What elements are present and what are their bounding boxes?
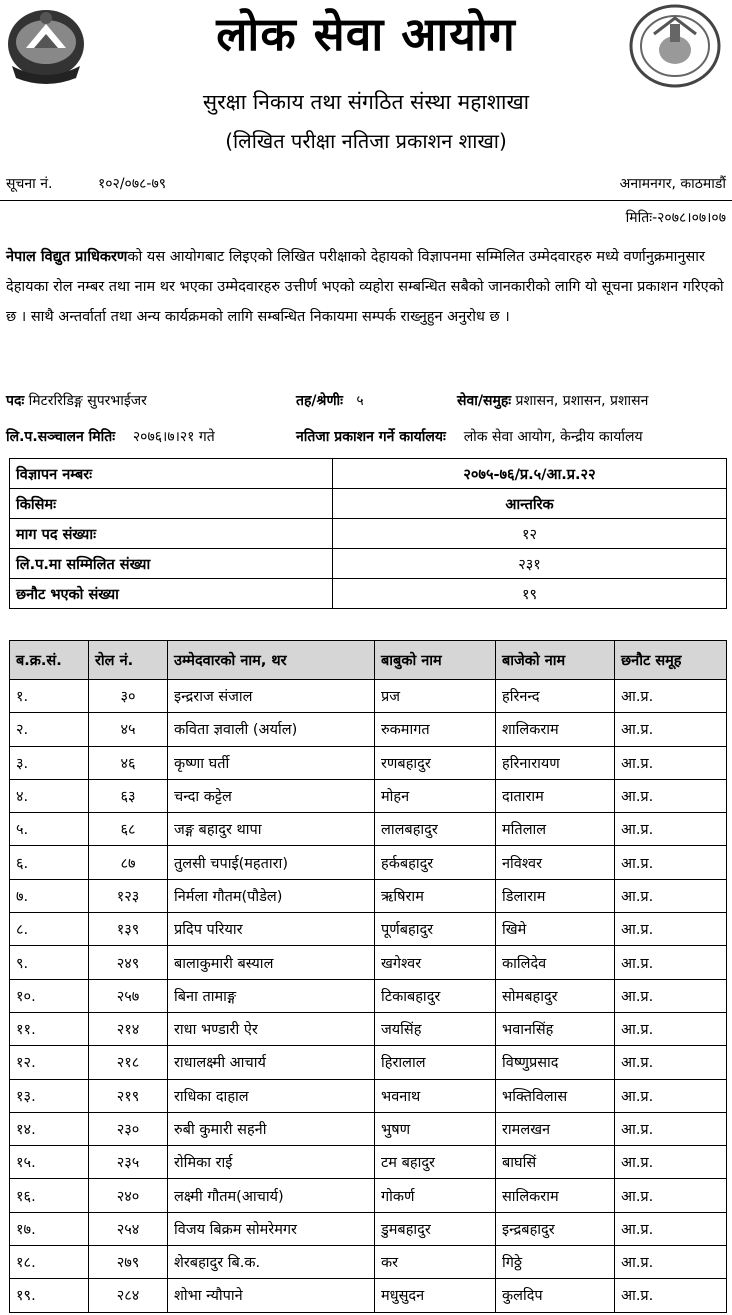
table-cell: आ.प्र. bbox=[615, 1012, 727, 1045]
table-cell: भवानसिंह bbox=[496, 1012, 615, 1045]
table-cell: ११. bbox=[10, 1012, 89, 1045]
table-cell: खगेश्वर bbox=[375, 946, 496, 979]
info-row bbox=[10, 519, 727, 549]
table-cell: आ.प्र. bbox=[615, 846, 727, 879]
table-cell: २७९ bbox=[89, 1246, 168, 1279]
table-cell: ३० bbox=[89, 680, 168, 713]
table-cell: रोमिका राई bbox=[168, 1146, 375, 1179]
table-cell: आ.प्र. bbox=[615, 1179, 727, 1212]
table-cell: राधालक्ष्मी आचार्य bbox=[168, 1046, 375, 1079]
notice-date: मितिः-२०७८।०७।०७ bbox=[625, 210, 726, 226]
table-cell: २१४ bbox=[89, 1012, 168, 1045]
table-cell: ८७ bbox=[89, 846, 168, 879]
table-cell: डुमबहादुर bbox=[375, 1212, 496, 1245]
table-cell: सोमबहादुर bbox=[496, 979, 615, 1012]
info-label: छनौट भएको संख्या bbox=[10, 579, 333, 609]
table-cell: आ.प्र. bbox=[615, 1246, 727, 1279]
table-cell: तुलसी चपाई(महतारा) bbox=[168, 846, 375, 879]
table-cell: मोहन bbox=[375, 779, 496, 812]
table-cell: नविश्वर bbox=[496, 846, 615, 879]
table-cell: टम बहादुर bbox=[375, 1146, 496, 1179]
table-cell: प्रज bbox=[375, 680, 496, 713]
notice-location: अनामनगर, काठमाडौं bbox=[619, 176, 726, 192]
table-cell: रुकमागत bbox=[375, 713, 496, 746]
table-cell: १५. bbox=[10, 1146, 89, 1179]
table-cell: कविता ज्ञवाली (अर्याल) bbox=[168, 713, 375, 746]
table-cell: कालिदेव bbox=[496, 946, 615, 979]
table-cell: डिलाराम bbox=[496, 879, 615, 912]
info-value: २०७५-७६/प्र.५/आ.प्र.२२ bbox=[333, 459, 727, 489]
table-row bbox=[10, 813, 727, 846]
table-cell: रामलखन bbox=[496, 1112, 615, 1145]
table-row bbox=[10, 1079, 727, 1112]
table-cell: भुषण bbox=[375, 1112, 496, 1145]
table-cell: निर्मला गौतम(पौडेल) bbox=[168, 879, 375, 912]
table-cell: आ.प्र. bbox=[615, 913, 727, 946]
table-cell: आ.प्र. bbox=[615, 1046, 727, 1079]
table-cell: शालिकराम bbox=[496, 713, 615, 746]
notice-body-text: को यस आयोगबाट लिइएको लिखित परीक्षाको देहायको विज्ञापनमा सम्मिलित उम्मेदवारहरु मध्ये वर्णानुक्रमानुसार देहायका रोल नम्बर तथा नाम थर भएका उम्मेदवारहरु उत्तीर्ण भएको व्यहोरा सम्बन्धित सबैको जानकारीको लागि यो सूचना प्रकाशन गरिएको छ । साथै अन्तर्वार्ता तथा अन्य कार्यक्रमको लागि सम्बन्धित निकायमा सम्पर्क राख्नुहुन अनुरोध छ । bbox=[6, 249, 724, 325]
table-cell: लालबहादुर bbox=[375, 813, 496, 846]
post-field: पदः मिटररिडिङ्ग सुपरभाईजर bbox=[6, 393, 147, 409]
column-header: उम्मेदवारको नाम, थर bbox=[168, 641, 375, 680]
table-cell: चन्दा कट्टेल bbox=[168, 779, 375, 812]
table-cell: २३५ bbox=[89, 1146, 168, 1179]
table-cell: आ.प्र. bbox=[615, 879, 727, 912]
table-cell: रुबी कुमारी सहनी bbox=[168, 1112, 375, 1145]
table-cell: गोकर्ण bbox=[375, 1179, 496, 1212]
table-cell: इन्द्रबहादुर bbox=[496, 1212, 615, 1245]
table-cell: पूर्णबहादुर bbox=[375, 913, 496, 946]
table-cell: ६८ bbox=[89, 813, 168, 846]
service-field: सेवा/समुहः प्रशासन, प्रशासन, प्रशासन bbox=[457, 393, 649, 409]
table-row bbox=[10, 680, 727, 713]
info-value: १२ bbox=[333, 519, 727, 549]
table-cell: २१९ bbox=[89, 1079, 168, 1112]
table-cell: २१८ bbox=[89, 1046, 168, 1079]
table-row bbox=[10, 1112, 727, 1145]
table-cell: बिना तामाङ्ग bbox=[168, 979, 375, 1012]
table-cell: २३० bbox=[89, 1112, 168, 1145]
table-cell: प्रदिप परियार bbox=[168, 913, 375, 946]
table-cell: ७. bbox=[10, 879, 89, 912]
table-cell: विष्णुप्रसाद bbox=[496, 1046, 615, 1079]
table-cell: ३. bbox=[10, 746, 89, 779]
table-cell: आ.प्र. bbox=[615, 779, 727, 812]
table-row bbox=[10, 1212, 727, 1245]
table-cell: सालिकराम bbox=[496, 1179, 615, 1212]
table-cell: ६. bbox=[10, 846, 89, 879]
table-cell: हरिनन्द bbox=[496, 680, 615, 713]
table-cell: १८. bbox=[10, 1246, 89, 1279]
table-row bbox=[10, 713, 727, 746]
table-cell: आ.प्र. bbox=[615, 946, 727, 979]
table-cell: आ.प्र. bbox=[615, 1079, 727, 1112]
table-cell: आ.प्र. bbox=[615, 813, 727, 846]
info-value: २३१ bbox=[333, 549, 727, 579]
table-row bbox=[10, 1179, 727, 1212]
column-header: बाबुको नाम bbox=[375, 641, 496, 680]
info-row bbox=[10, 459, 727, 489]
table-cell: १९. bbox=[10, 1279, 89, 1312]
page-title: लोक सेवा आयोग bbox=[216, 7, 516, 61]
table-cell: १३. bbox=[10, 1079, 89, 1112]
table-row bbox=[10, 913, 727, 946]
section-name: (लिखित परीक्षा नतिजा प्रकाशन शाखा) bbox=[225, 129, 507, 153]
table-cell: कृष्णा घर्ती bbox=[168, 746, 375, 779]
column-header: बाजेको नाम bbox=[496, 641, 615, 680]
info-row bbox=[10, 579, 727, 609]
table-cell: आ.प्र. bbox=[615, 713, 727, 746]
table-cell: आ.प्र. bbox=[615, 680, 727, 713]
divider bbox=[0, 200, 732, 201]
column-header: छनौट समूह bbox=[615, 641, 727, 680]
table-row bbox=[10, 1146, 727, 1179]
table-cell: १. bbox=[10, 680, 89, 713]
table-cell: ४५ bbox=[89, 713, 168, 746]
table-cell: जयसिंह bbox=[375, 1012, 496, 1045]
table-row bbox=[10, 879, 727, 912]
level-field: तह/श्रेणीः ५ bbox=[296, 393, 364, 409]
table-cell: विजय बिक्रम सोमरेमगर bbox=[168, 1212, 375, 1245]
info-value: १९ bbox=[333, 579, 727, 609]
notice-number: १०२/०७८-७९ bbox=[98, 176, 167, 192]
table-row bbox=[10, 979, 727, 1012]
table-cell: २५४ bbox=[89, 1212, 168, 1245]
table-cell: १४. bbox=[10, 1112, 89, 1145]
table-cell: २८४ bbox=[89, 1279, 168, 1312]
table-row bbox=[10, 1012, 727, 1045]
column-header: रोल नं. bbox=[89, 641, 168, 680]
table-row bbox=[10, 1246, 727, 1279]
table-cell: १६. bbox=[10, 1179, 89, 1212]
table-cell: भवनाथ bbox=[375, 1079, 496, 1112]
info-value: आन्तरिक bbox=[333, 489, 727, 519]
results-table bbox=[9, 640, 727, 1313]
table-cell: भक्तिविलास bbox=[496, 1079, 615, 1112]
table-cell: ६३ bbox=[89, 779, 168, 812]
table-cell: आ.प्र. bbox=[615, 979, 727, 1012]
table-cell: गिठ्ठे bbox=[496, 1246, 615, 1279]
table-cell: बालाकुमारी बस्याल bbox=[168, 946, 375, 979]
table-cell: २५७ bbox=[89, 979, 168, 1012]
organization-name: नेपाल विद्युत प्राधिकरण bbox=[6, 249, 128, 265]
table-cell: शोभा न्यौपाने bbox=[168, 1279, 375, 1312]
table-row bbox=[10, 746, 727, 779]
table-cell: टिकाबहादुर bbox=[375, 979, 496, 1012]
table-cell: ४. bbox=[10, 779, 89, 812]
table-cell: २४९ bbox=[89, 946, 168, 979]
table-cell: कुलदिप bbox=[496, 1279, 615, 1312]
table-cell: ८. bbox=[10, 913, 89, 946]
info-label: विज्ञापन नम्बरः bbox=[10, 459, 333, 489]
table-cell: इन्द्रराज संजाल bbox=[168, 680, 375, 713]
table-cell: आ.प्र. bbox=[615, 1146, 727, 1179]
table-cell: लक्ष्मी गौतम(आचार्य) bbox=[168, 1179, 375, 1212]
table-cell: १७. bbox=[10, 1212, 89, 1245]
table-cell: राधा भण्डारी ऐर bbox=[168, 1012, 375, 1045]
table-row bbox=[10, 946, 727, 979]
table-cell: मधुसुदन bbox=[375, 1279, 496, 1312]
table-cell: आ.प्र. bbox=[615, 746, 727, 779]
table-cell: हरिनारायण bbox=[496, 746, 615, 779]
table-cell: आ.प्र. bbox=[615, 1212, 727, 1245]
table-cell: आ.प्र. bbox=[615, 1279, 727, 1312]
notice-paragraph bbox=[6, 242, 728, 332]
table-row bbox=[10, 1046, 727, 1079]
info-label: लि.प.मा सम्मिलित संख्या bbox=[10, 549, 333, 579]
table-cell: कर bbox=[375, 1246, 496, 1279]
table-cell: २४० bbox=[89, 1179, 168, 1212]
table-cell: खिमे bbox=[496, 913, 615, 946]
info-label: माग पद संख्याः bbox=[10, 519, 333, 549]
office-field: नतिजा प्रकाशन गर्ने कार्यालयः लोक सेवा आयोग, केन्द्रीय कार्यालय bbox=[296, 429, 643, 445]
table-cell: हर्कबहादुर bbox=[375, 846, 496, 879]
table-cell: शेरबहादुर बि.क. bbox=[168, 1246, 375, 1279]
table-cell: मतिलाल bbox=[496, 813, 615, 846]
info-row bbox=[10, 549, 727, 579]
exam-date-field: लि.प.सञ्चालन मितिः २०७६।७।२१ गते bbox=[6, 429, 215, 445]
table-cell: २. bbox=[10, 713, 89, 746]
table-cell: १२. bbox=[10, 1046, 89, 1079]
table-cell: बाघसिं bbox=[496, 1146, 615, 1179]
table-cell: ९. bbox=[10, 946, 89, 979]
table-row bbox=[10, 1279, 727, 1312]
table-cell: ५. bbox=[10, 813, 89, 846]
table-cell: १०. bbox=[10, 979, 89, 1012]
table-cell: राधिका दाहाल bbox=[168, 1079, 375, 1112]
advertisement-info-table bbox=[9, 458, 727, 609]
table-row bbox=[10, 846, 727, 879]
table-cell: रणबहादुर bbox=[375, 746, 496, 779]
table-cell: १३९ bbox=[89, 913, 168, 946]
division-name: सुरक्षा निकाय तथा संगठित संस्था महाशाखा bbox=[202, 90, 530, 114]
info-label: किसिमः bbox=[10, 489, 333, 519]
table-cell: ४६ bbox=[89, 746, 168, 779]
table-cell: जङ्ग बहादुर थापा bbox=[168, 813, 375, 846]
table-row bbox=[10, 779, 727, 812]
info-row bbox=[10, 489, 727, 519]
column-header: ब.क्र.सं. bbox=[10, 641, 89, 680]
table-cell: आ.प्र. bbox=[615, 1112, 727, 1145]
notice-label: सूचना नं. bbox=[6, 176, 53, 192]
table-cell: १२३ bbox=[89, 879, 168, 912]
table-cell: हिरालाल bbox=[375, 1046, 496, 1079]
table-cell: दाताराम bbox=[496, 779, 615, 812]
table-cell: ऋषिराम bbox=[375, 879, 496, 912]
